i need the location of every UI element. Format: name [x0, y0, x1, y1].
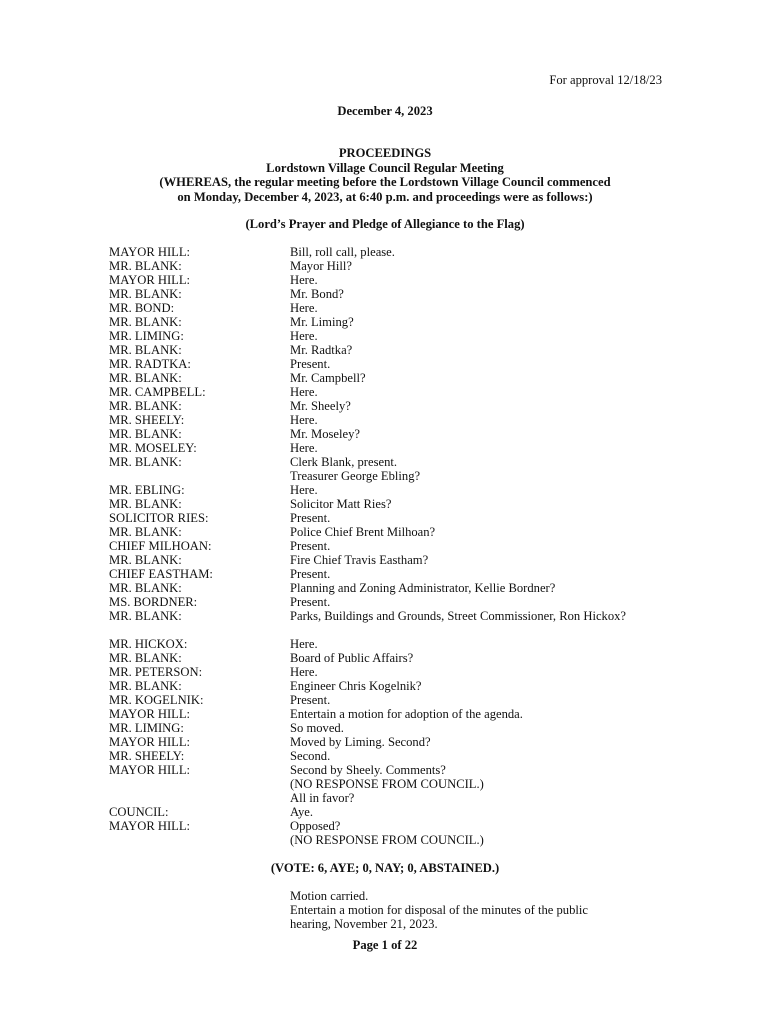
- speaker-name: MR. BLANK:: [109, 455, 182, 469]
- speaker-name: MAYOR HILL:: [109, 273, 191, 287]
- transcript-row: [109, 427, 669, 441]
- speaker-name: MR. BLANK:: [109, 679, 182, 693]
- transcript-row: [109, 385, 669, 399]
- transcript-row: [109, 413, 669, 427]
- speech-text: Here.: [290, 637, 318, 651]
- header-subtitle: Lordstown Village Council Regular Meeting: [266, 160, 504, 175]
- transcript-row: [109, 693, 669, 707]
- transcript-row: [109, 259, 669, 273]
- speaker-name: MR. BLANK:: [109, 315, 182, 329]
- speech-text: Here.: [290, 329, 318, 343]
- speech-text: Engineer Chris Kogelnik?: [290, 679, 422, 693]
- transcript-row: [109, 763, 669, 777]
- speaker-name: [109, 469, 290, 483]
- speech-text: Mr. Bond?: [290, 287, 344, 301]
- speech-text: Here.: [290, 665, 318, 679]
- speech-text: Opposed?: [290, 819, 341, 833]
- transcript-row: [109, 819, 669, 833]
- meeting-date: December 4, 2023: [337, 104, 433, 118]
- speaker-name: [109, 791, 290, 805]
- speaker-name: MAYOR HILL:: [109, 763, 191, 777]
- transcript-row: [109, 483, 669, 497]
- speech-text: Bill, roll call, please.: [290, 245, 395, 259]
- header-whereas-line2: on Monday, December 4, 2023, at 6:40 p.m. and proceedings were as follows:): [177, 189, 593, 204]
- speech-text: Board of Public Affairs?: [290, 651, 414, 665]
- speaker-name: MR. BLANK:: [109, 609, 182, 623]
- speaker-name: MR. HICKOX:: [109, 637, 188, 651]
- speech-text: Present.: [290, 511, 331, 525]
- transcript-row: [109, 329, 669, 343]
- speech-text: Aye.: [290, 805, 313, 819]
- transcript-row: [109, 539, 669, 553]
- speaker-name: MR. BLANK:: [109, 651, 182, 665]
- transcript-row: [109, 721, 669, 735]
- speech-text: Second by Sheely. Comments?: [290, 763, 446, 777]
- transcript-row: [109, 595, 669, 609]
- speech-text: Present.: [290, 567, 331, 581]
- prayer-note: (Lord’s Prayer and Pledge of Allegiance to the Flag): [245, 217, 525, 231]
- speech-text: Parks, Buildings and Grounds, Street Commissioner, Ron Hickox?: [290, 609, 627, 623]
- speech-text: Entertain a motion for adoption of the agenda.: [290, 707, 523, 721]
- transcript-row: [109, 679, 669, 693]
- speech-text: Second.: [290, 749, 331, 763]
- speech-text: Planning and Zoning Administrator, Kellie Bordner?: [290, 581, 556, 595]
- speaker-name: MR. PETERSON:: [109, 665, 203, 679]
- speaker-name: MR. BOND:: [109, 301, 175, 315]
- speech-text: Present.: [290, 539, 331, 553]
- transcript-row: [109, 273, 669, 287]
- speech-text: Moved by Liming. Second?: [290, 735, 431, 749]
- speaker-name: MR. EBLING:: [109, 483, 185, 497]
- transcript-row: [109, 637, 669, 651]
- speech-text: Treasurer George Ebling?: [290, 469, 421, 483]
- speaker-name: MR. KOGELNIK:: [109, 693, 204, 707]
- speaker-name: CHIEF MILHOAN:: [109, 539, 212, 553]
- speaker-name: MR. RADTKA:: [109, 357, 191, 371]
- speech-text: Clerk Blank, present.: [290, 455, 398, 469]
- speaker-name: SOLICITOR RIES:: [109, 511, 209, 525]
- speaker-name: MR. SHEELY:: [109, 749, 185, 763]
- transcript-row: [109, 735, 669, 749]
- speaker-name: MAYOR HILL:: [109, 735, 191, 749]
- speech-text: All in favor?: [290, 791, 355, 805]
- transcript-row: [109, 315, 669, 329]
- speaker-name: MAYOR HILL:: [109, 819, 191, 833]
- transcript-row: [109, 707, 669, 721]
- after-vote-line: hearing, November 21, 2023.: [290, 917, 438, 931]
- speech-text: Fire Chief Travis Eastham?: [290, 553, 429, 567]
- speaker-name: MR. BLANK:: [109, 497, 182, 511]
- speech-text: Here.: [290, 385, 318, 399]
- speech-text: Mayor Hill?: [290, 259, 352, 273]
- speaker-name: MR. SHEELY:: [109, 413, 185, 427]
- speech-text: (NO RESPONSE FROM COUNCIL.): [290, 833, 484, 847]
- transcript-row: [109, 567, 669, 581]
- speaker-name: MR. LIMING:: [109, 721, 184, 735]
- speaker-name: MR. BLANK:: [109, 525, 182, 539]
- transcript-row: [109, 455, 669, 469]
- header-title: PROCEEDINGS: [338, 146, 432, 160]
- speaker-name: MR. BLANK:: [109, 371, 182, 385]
- transcript: [109, 245, 669, 847]
- speech-text: Present.: [290, 357, 331, 371]
- header-whereas-line1: (WHEREAS, the regular meeting before the Lordstown Village Council commenced: [159, 175, 611, 189]
- speech-text: Mr. Moseley?: [290, 427, 360, 441]
- speaker-name: MR. BLANK:: [109, 553, 182, 567]
- transcript-row: [109, 511, 669, 525]
- speaker-name: MR. BLANK:: [109, 343, 182, 357]
- speech-text: Mr. Campbell?: [290, 371, 366, 385]
- transcript-row: [109, 301, 669, 315]
- speaker-name: [109, 777, 290, 791]
- transcript-row: [109, 791, 669, 805]
- speaker-name: MR. BLANK:: [109, 287, 182, 301]
- speaker-name: MAYOR HILL:: [109, 245, 191, 259]
- speech-text: Solicitor Matt Ries?: [290, 497, 392, 511]
- speech-text: Here.: [290, 483, 318, 497]
- speech-text: Here.: [290, 441, 318, 455]
- speech-text: (NO RESPONSE FROM COUNCIL.): [290, 777, 484, 791]
- transcript-row: [109, 371, 669, 385]
- approval-note: For approval 12/18/23: [549, 73, 662, 87]
- speech-text: So moved.: [290, 721, 344, 735]
- transcript-row: [109, 553, 669, 567]
- speaker-name: MR. BLANK:: [109, 259, 182, 273]
- speech-text: Mr. Sheely?: [290, 399, 351, 413]
- speech-text: Here.: [290, 413, 318, 427]
- transcript-row: [109, 777, 669, 791]
- after-vote-line: Entertain a motion for disposal of the minutes of the public: [290, 903, 588, 917]
- transcript-row: [109, 525, 669, 539]
- transcript-row: [109, 833, 669, 847]
- speaker-name: CHIEF EASTHAM:: [109, 567, 213, 581]
- proceedings-header: [0, 146, 770, 204]
- speaker-name: MR. BLANK:: [109, 581, 182, 595]
- transcript-row: [109, 805, 669, 819]
- speech-text: Mr. Radtka?: [290, 343, 353, 357]
- speaker-name: MR. CAMPBELL:: [109, 385, 206, 399]
- after-vote-line: Motion carried.: [290, 889, 369, 903]
- transcript-row: [109, 245, 669, 259]
- speech-text: Mr. Liming?: [290, 315, 354, 329]
- speaker-name: COUNCIL:: [109, 805, 169, 819]
- transcript-row: [109, 651, 669, 665]
- speaker-name: [109, 833, 290, 847]
- speaker-name: MR. BLANK:: [109, 399, 182, 413]
- transcript-row: [109, 441, 669, 455]
- speech-text: Present.: [290, 693, 331, 707]
- after-vote-text: [290, 889, 690, 931]
- transcript-row: [109, 343, 669, 357]
- speech-text: Here.: [290, 273, 318, 287]
- page-number: Page 1 of 22: [352, 938, 418, 952]
- speaker-name: MS. BORDNER:: [109, 595, 198, 609]
- vote-result: (VOTE: 6, AYE; 0, NAY; 0, ABSTAINED.): [270, 861, 500, 875]
- transcript-row: [109, 665, 669, 679]
- speaker-name: MR. MOSELEY:: [109, 441, 197, 455]
- speaker-name: MAYOR HILL:: [109, 707, 191, 721]
- transcript-row: [109, 357, 669, 371]
- speech-text: Present.: [290, 595, 331, 609]
- transcript-row: [109, 287, 669, 301]
- transcript-row: [109, 609, 669, 637]
- speaker-name: MR. LIMING:: [109, 329, 184, 343]
- transcript-row: [109, 497, 669, 511]
- speech-text: Here.: [290, 301, 318, 315]
- transcript-row: [109, 749, 669, 763]
- speech-text: Police Chief Brent Milhoan?: [290, 525, 436, 539]
- transcript-row: [109, 581, 669, 595]
- transcript-row: [109, 399, 669, 413]
- speaker-name: MR. BLANK:: [109, 427, 182, 441]
- transcript-row: [109, 469, 669, 483]
